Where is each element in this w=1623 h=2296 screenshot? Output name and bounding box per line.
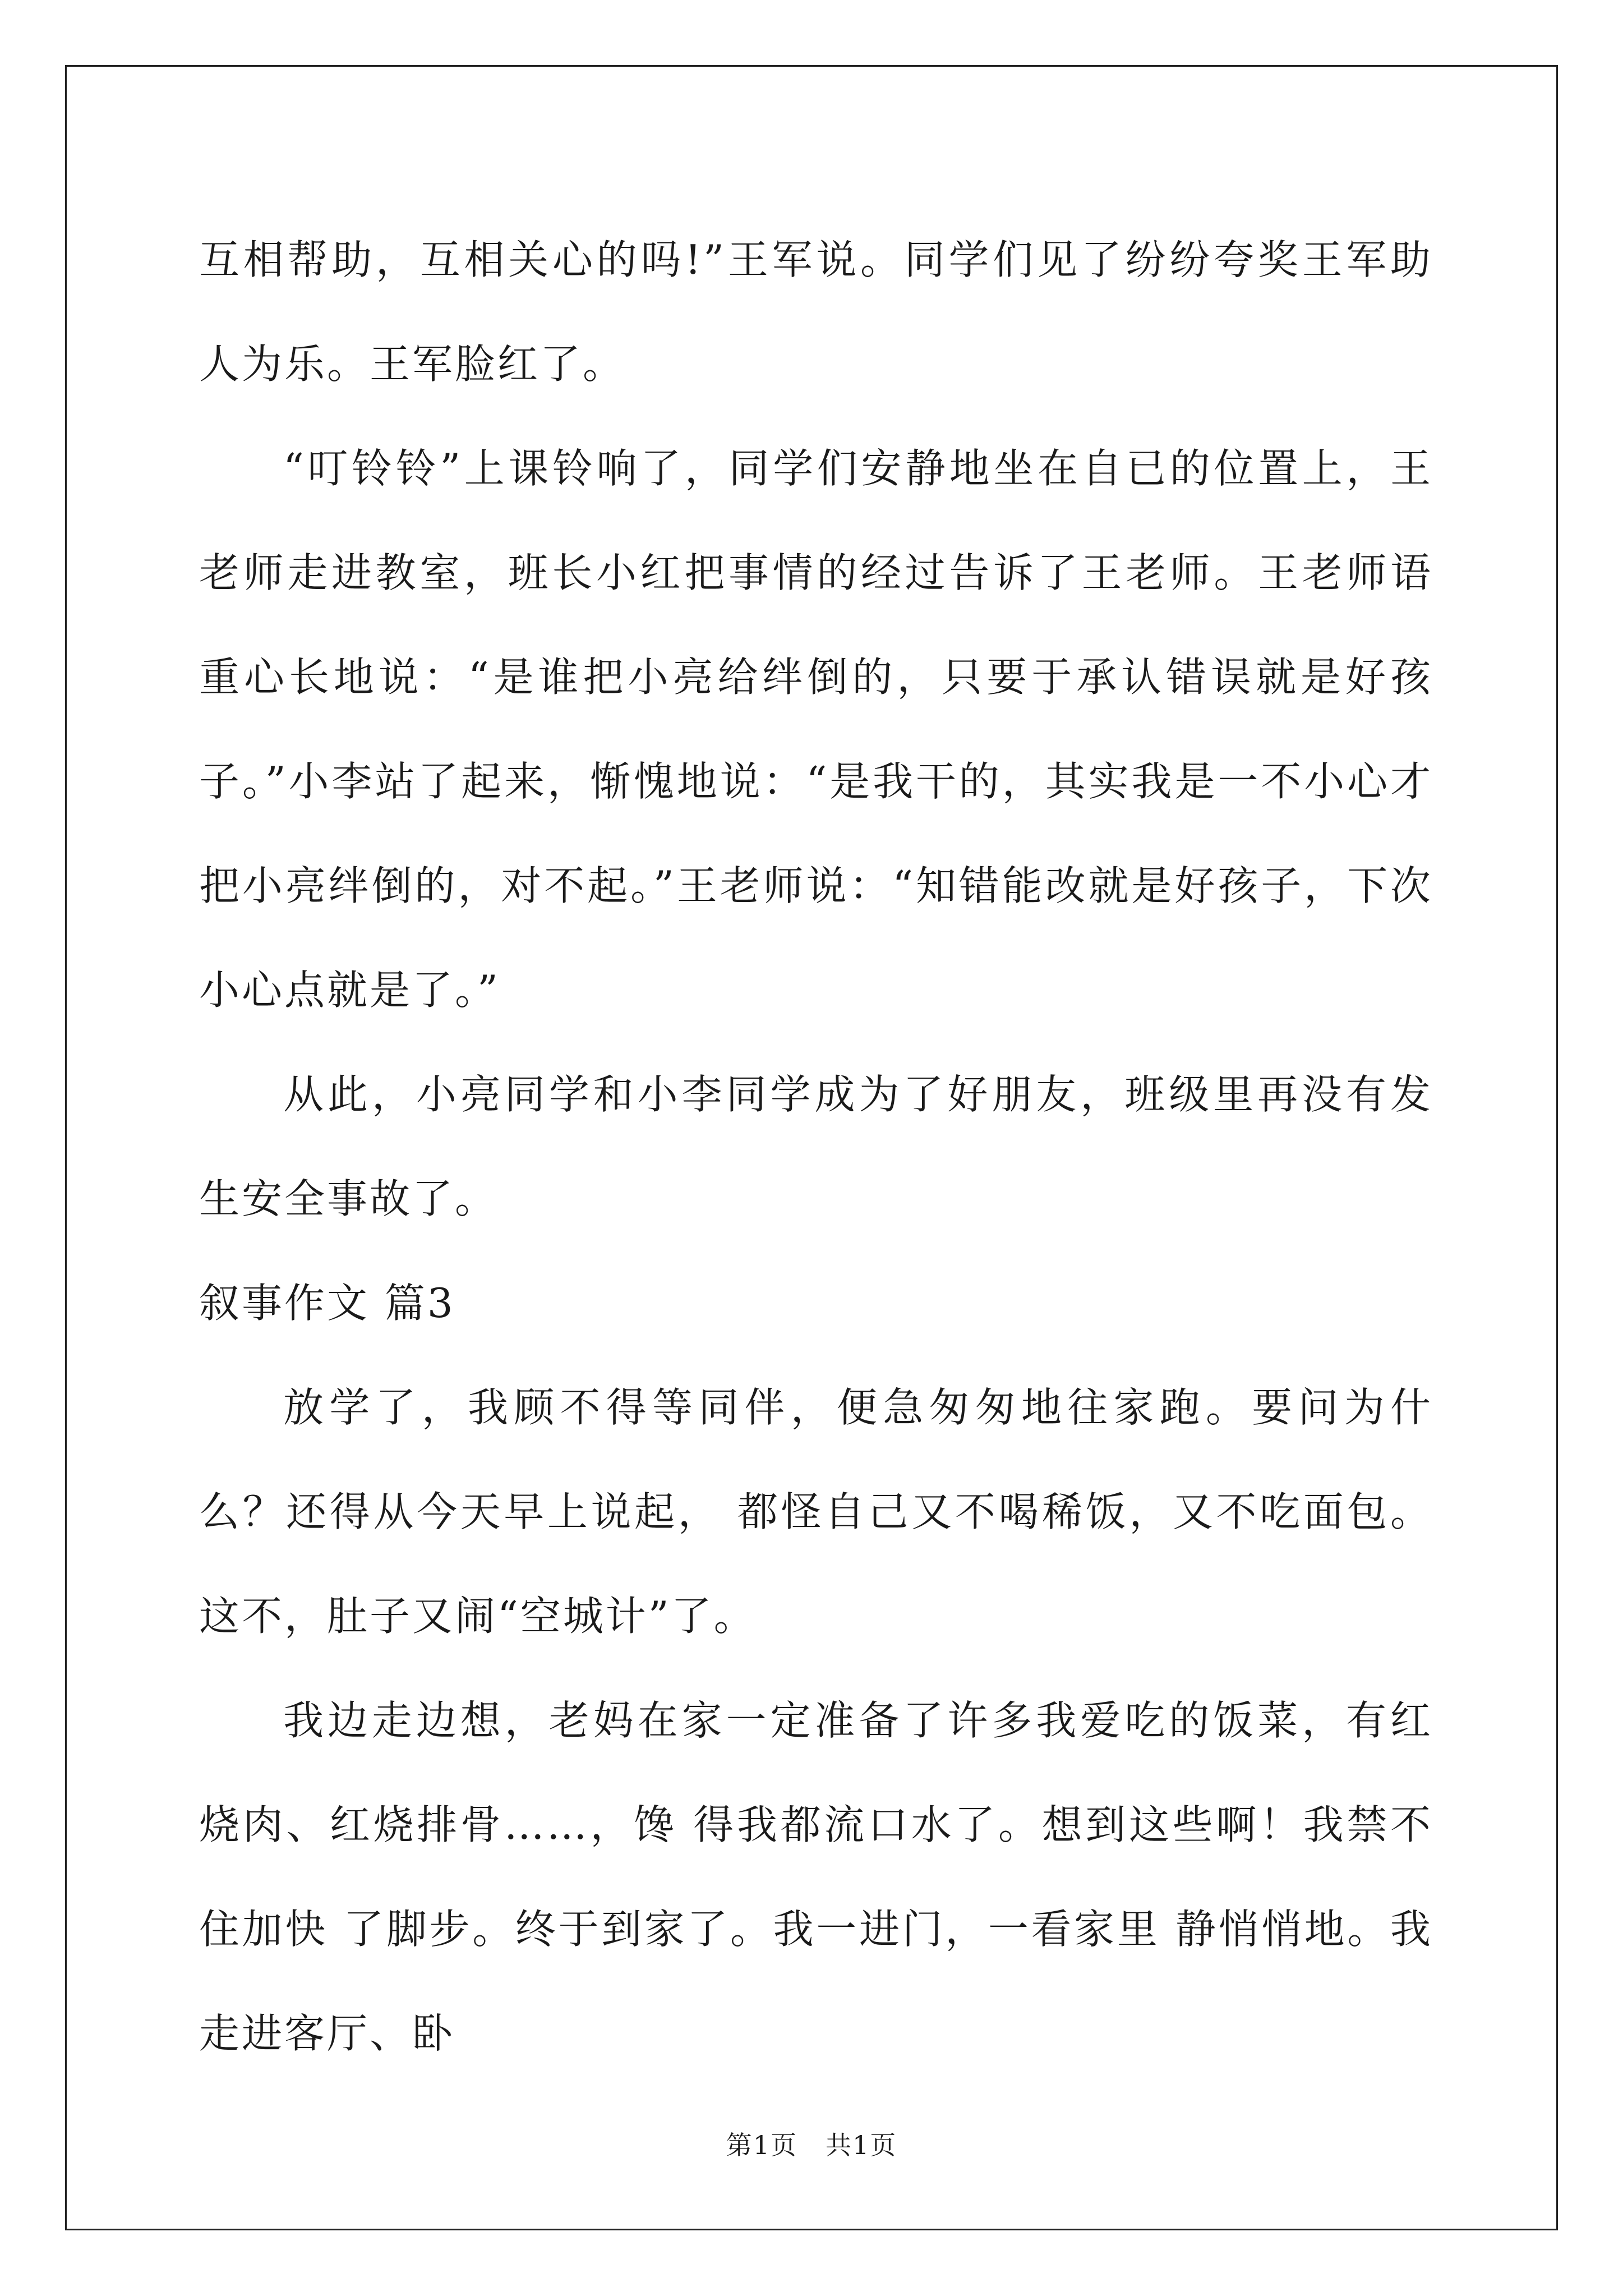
page-footer [0,2125,1623,2162]
section-heading: 叙事作文 篇3 [199,1280,455,1327]
paragraph-1: 互相帮助，互相关心的吗!”王军说。同学们见了纷纷夸奖王军助人为乐。王军脸红了。 [199,236,1433,388]
paragraph-5: 我边走边想，老妈在家一定准备了许多我爱吃的饭菜，有红烧肉、红烧排骨……，馋 得我都流口水了。想到这些啊！我禁不住加快 了脚步。终于到家了。我一进门，一看家里 静悄悄地。我走进客厅、卧 [199,1697,1433,2057]
paragraph-2: “叮铃铃”上课铃响了，同学们安静地坐在自已的位置上，王老师走进教室，班长小红把事情的经过告诉了王老师。王老师语重心长地说：“是谁把小亮给绊倒的，只要于承认错误就是好孩子。”小李站了起来，惭愧地说：“是我干的，其实我是一不小心才把小亮绊倒的，对不起。”王老师说：“知错能改就是好孩子，下次小心点就是了。” [199,445,1433,1014]
page-number-total: 共1页 [826,2130,897,2160]
paragraph-3: 从此，小亮同学和小李同学成为了好朋友，班级里再没有发生安全事故了。 [199,1071,1433,1222]
document-body [199,208,1433,2086]
paragraph-4: 放学了，我顾不得等同伴，便急匆匆地往家跑。要问为什么？还得从今天早上说起， 都怪自己又不喝稀饭，又不吃面包。这不，肚子又闹“空城计”了。 [199,1384,1433,1640]
page-number-current: 第1页 [726,2130,797,2160]
